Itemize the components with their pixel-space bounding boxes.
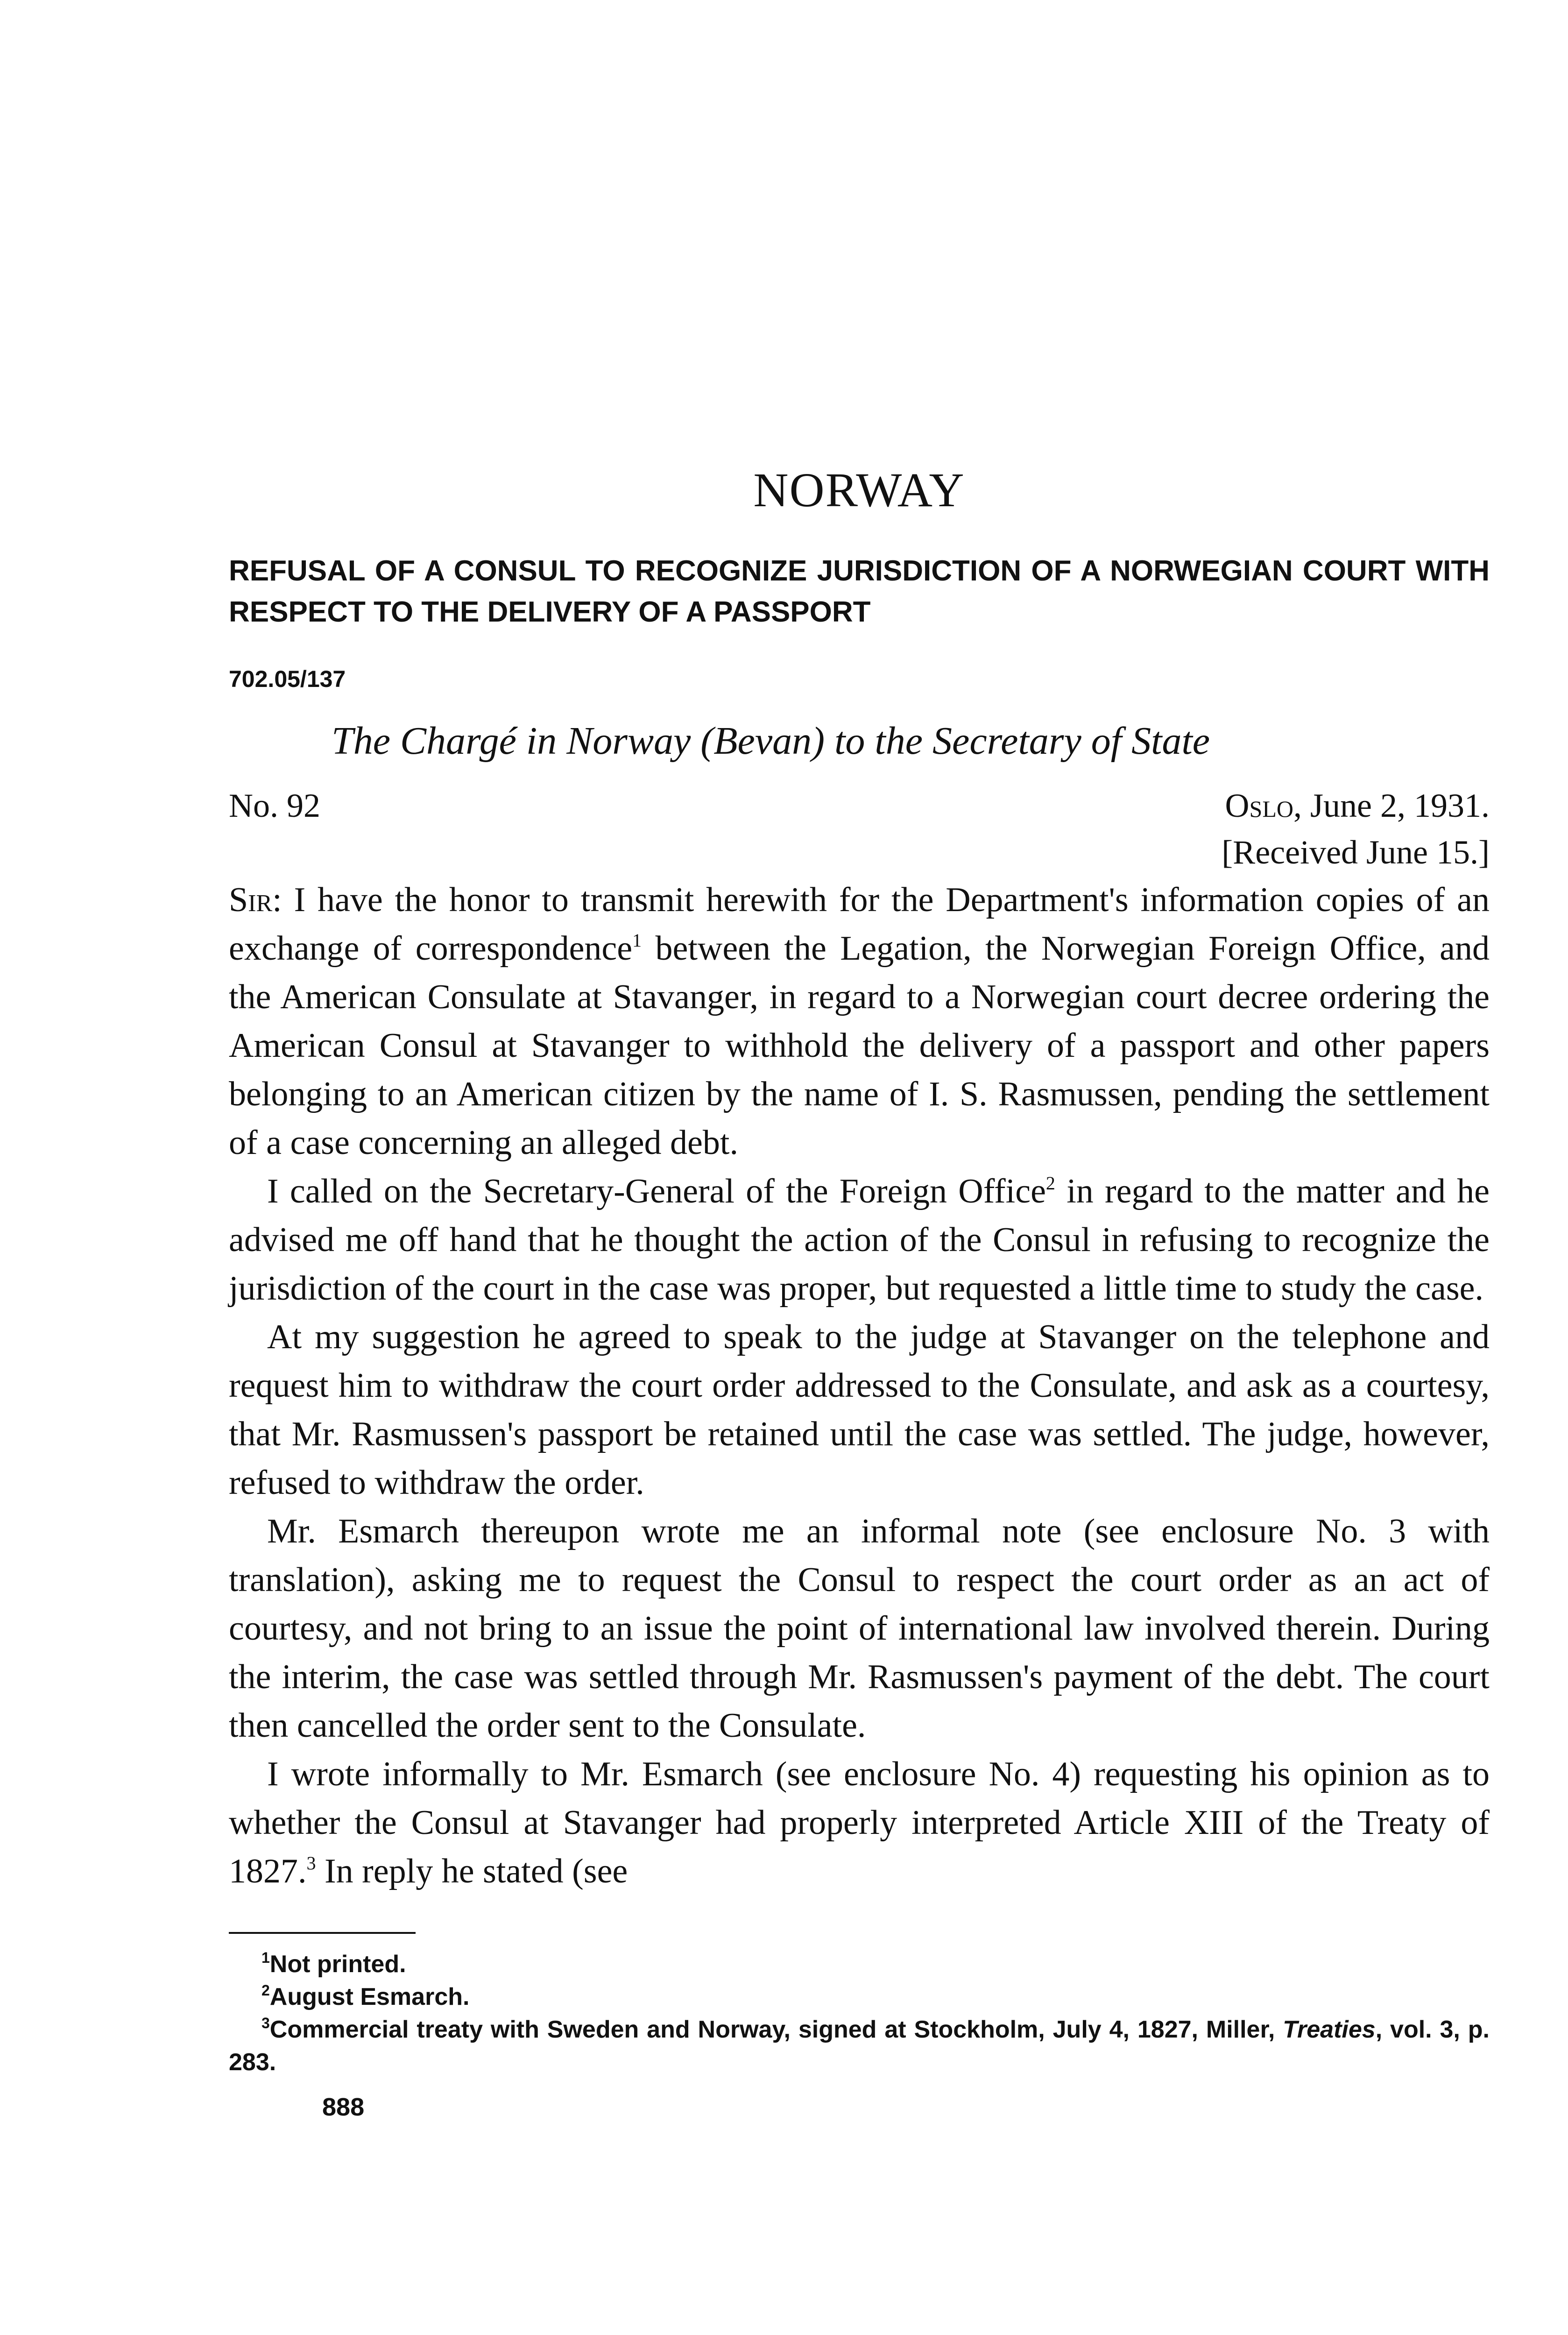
- date: , June 2, 1931.: [1293, 787, 1490, 824]
- paragraph: [229, 1750, 1490, 1896]
- paragraph: Mr. Esmarch thereupon wrote me an informal note (see enclosure No. 3 with translation), asking me to request the Consul to respect the court order as an act of courtesy, and not bring to an issue the point of international law involved therein. During the interim, the case was settled through Mr. Rasmussen's payment of the debt. The court then cancelled the order sent to the Consulate.: [229, 1512, 1490, 1745]
- paragraph-text: I called on the Secretary-General of the Foreign Office: [267, 1172, 1046, 1210]
- paragraph: [229, 876, 1490, 1167]
- received-date: [Received June 15.]: [1222, 834, 1490, 871]
- paragraph: At my suggestion he agreed to speak to the judge at Stavanger on the telephone and request him to withdraw the court order addressed to the Consulate, and ask as a courtesy, that Mr. Rasmussen's passport be retained until the case was settled. The judge, however, refused to withdraw the order.: [229, 1318, 1490, 1502]
- footnote-ref: 2: [1045, 1173, 1055, 1194]
- despatch-number: No. 92: [229, 787, 320, 824]
- footnotes: [229, 1948, 1490, 2079]
- footnote-text: August Esmarch.: [269, 1983, 470, 2010]
- paragraph-text: in regard to the matter and he advised me off hand that he thought the action of the Consul in refusing to recognize the jurisdiction of the court in the case was proper, but requested a little time to study the case.: [229, 1172, 1490, 1308]
- salutation: Sir: [229, 881, 273, 919]
- footnote-text: Commercial treaty with Sweden and Norway, signed at Stockholm, July 4, 1827, Miller,: [269, 2016, 1283, 2043]
- footnote-mark: 1: [261, 1949, 270, 1966]
- page-number: 888: [322, 2093, 365, 2121]
- footnote: [229, 1948, 1490, 1981]
- letter-body: [229, 876, 1490, 1896]
- document-subject: REFUSAL OF A CONSUL TO RECOGNIZE JURISDICTION OF A NORWEGIAN COURT WITH RESPECT TO THE DELIVERY OF A PASSPORT: [229, 555, 1490, 628]
- paragraph: [229, 1167, 1490, 1313]
- footnote-mark: 3: [261, 2015, 270, 2031]
- footnote-text: Not printed.: [269, 1951, 406, 1978]
- footnote-mark: 2: [261, 1982, 270, 1999]
- paragraph-text: : I have the honor to transmit herewith for the Department's information copies of an exchange of correspondence: [229, 881, 1490, 968]
- file-number: 702.05/137: [229, 666, 346, 692]
- footnote: [229, 1981, 1490, 2013]
- paragraph-text: In reply he stated (see: [316, 1852, 628, 1890]
- footnote-italic-title: Treaties: [1283, 2016, 1376, 2043]
- place-date: [1225, 782, 1490, 829]
- footnote-ref: 3: [306, 1853, 316, 1874]
- footnote-text: , vol. 3, p. 283.: [229, 2016, 1490, 2076]
- footnote-divider: [229, 1932, 416, 1934]
- paragraph-text: between the Legation, the Norwegian Foreign Office, and the American Consulate at Stavanger, in regard to a Norwegian court decree ordering the American Consul at Stavanger to withhold the delivery of a passport and other papers belonging to an American citizen by the name of I. S. Rasmussen, pending the settlement of a case concerning an alleged debt.: [229, 929, 1490, 1162]
- country-title: NORWAY: [753, 463, 965, 517]
- document-page: [229, 462, 1490, 2122]
- footnote-ref: 1: [632, 930, 642, 951]
- correspondence-header: The Chargé in Norway (Bevan) to the Secretary of State: [332, 719, 1210, 763]
- place: Oslo: [1225, 787, 1294, 824]
- footnote: [229, 2013, 1490, 2079]
- paragraph-text: I wrote informally to Mr. Esmarch (see enclosure No. 4) requesting his opinion as to whether the Consul at Stavanger had properly interpreted Article XIII of the Treaty of 1827.: [229, 1755, 1490, 1890]
- despatch-line: [229, 782, 1490, 829]
